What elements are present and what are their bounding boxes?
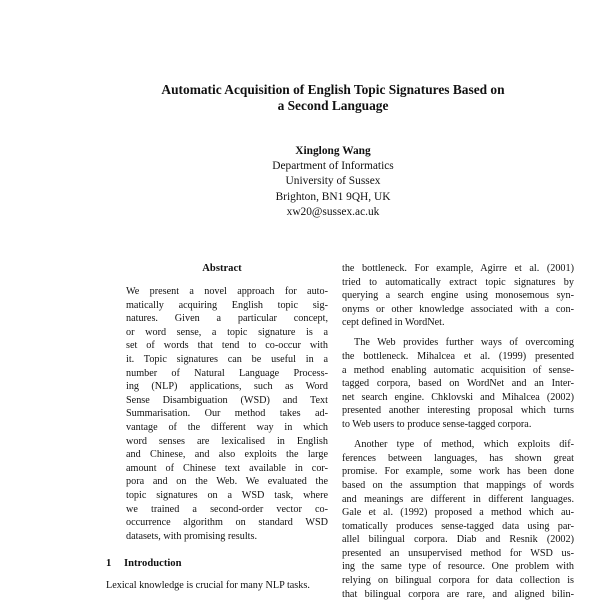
abstract-line: word senses are lexicalised in English [126,435,328,447]
text-line: that bilingual corpora are rare, and aligned bilin- [342,588,574,600]
title-line-1: Automatic Acquisition of English Topic Signatures Based on [161,82,505,97]
paper-title [0,82,600,114]
author-name: Xinglong Wang [295,145,371,157]
text-line: Another type of method, which exploits dif- [354,439,574,451]
introduction-first-line: Lexical knowledge is crucial for many NLP tasks. [106,580,310,592]
abstract-line: we trained a second-order vector co- [126,503,328,515]
paragraph [342,336,574,431]
abstract-line: or word sense, a topic signature is a [126,326,328,338]
abstract-line: matically acquiring English topic sig- [126,299,328,311]
abstract-line: topic signatures on a WSD task, where [126,489,328,501]
abstract-line: amount of Chinese text available in cor- [126,462,328,474]
text-line: relying on bilingual corpora for data collection is [342,575,574,587]
abstract-line: number of Natural Language Process- [126,367,328,379]
abstract-line: and Chinese, and also exploits the large [126,449,328,461]
text-line: querying a search engine using monosemous syn- [342,290,574,302]
text-line: presented another interesting proposal which turns [342,405,574,417]
text-line: ing the same type of resource. One problem with [342,561,574,573]
section-title: Introduction [124,558,182,570]
abstract-line: pora and on the Web. We evaluated the [126,476,328,488]
text-line: the bottleneck. For example, Agirre et al. (2001) [342,263,574,274]
abstract-line: Summarisation. Our method takes ad- [126,408,328,420]
text-line: the bottleneck. Mihalcea et al. (1999) presented [342,351,574,363]
abstract-line: occurrence algorithm on standard WSD [126,517,328,529]
text-line: cept defined in WordNet. [342,317,445,329]
text-line: a method enabling automatic acquisition of sense- [342,364,574,376]
abstract-line: it. Topic signatures can be useful in a [126,353,328,365]
text-line: and meanings are different in different languages. [342,493,574,505]
right-column [342,262,574,608]
paragraph [342,262,574,330]
abstract-line: datasets, with promising results. [126,530,258,542]
abstract-line: vantage of the different way in which [126,421,328,433]
text-line: based on the assumption that mappings of words [342,479,574,491]
text-line: ferences between languages, has shown great [342,452,574,464]
section-number: 1 [106,558,112,570]
abstract-line: Sense Disambiguation (WSD) and Text [126,394,328,406]
abstract-line: natures. Given a particular concept, [126,313,328,325]
text-line: tried to automatically extract topic signatures by [342,276,574,288]
abstract-line: ing (NLP) applications, such as Word [126,381,328,393]
author-university: University of Sussex [285,175,381,188]
abstract-line: We present a novel approach for auto- [126,286,328,297]
text-line: to Web users to produce sense-tagged corpora. [342,419,532,431]
text-line: tomatically produces sense-tagged data using par- [342,520,574,532]
paragraph [342,438,574,601]
abstract-heading: Abstract [202,263,242,274]
title-line-2: a Second Language [277,98,389,113]
text-line: onyms or other knowledge associated with a con- [342,303,574,315]
author-email: xw20@sussex.ac.uk [286,205,380,218]
text-line: The Web provides further ways of overcoming [354,337,574,349]
text-line: promise. For example, some work has been done [342,466,574,478]
abstract-line: set of words that tend to co-occur with [126,340,328,352]
left-column [106,262,338,593]
text-line: allel bilingual corpora. Diab and Resnik (2002) [342,534,574,546]
text-line: Gale et al. (1992) proposed a method which au- [342,507,574,519]
author-department: Department of Informatics [272,160,394,173]
text-line: tagged corpora, based on WordNet and an Inter- [342,378,574,390]
text-line: presented an unsupervised method for WSD us- [342,547,574,559]
text-line: net search engine. Chklovski and Mihalcea (2002) [342,391,574,403]
section-heading-introduction [106,557,338,571]
abstract-body [126,285,328,543]
author-block [0,144,600,220]
author-address: Brighton, BN1 9QH, UK [275,190,391,203]
